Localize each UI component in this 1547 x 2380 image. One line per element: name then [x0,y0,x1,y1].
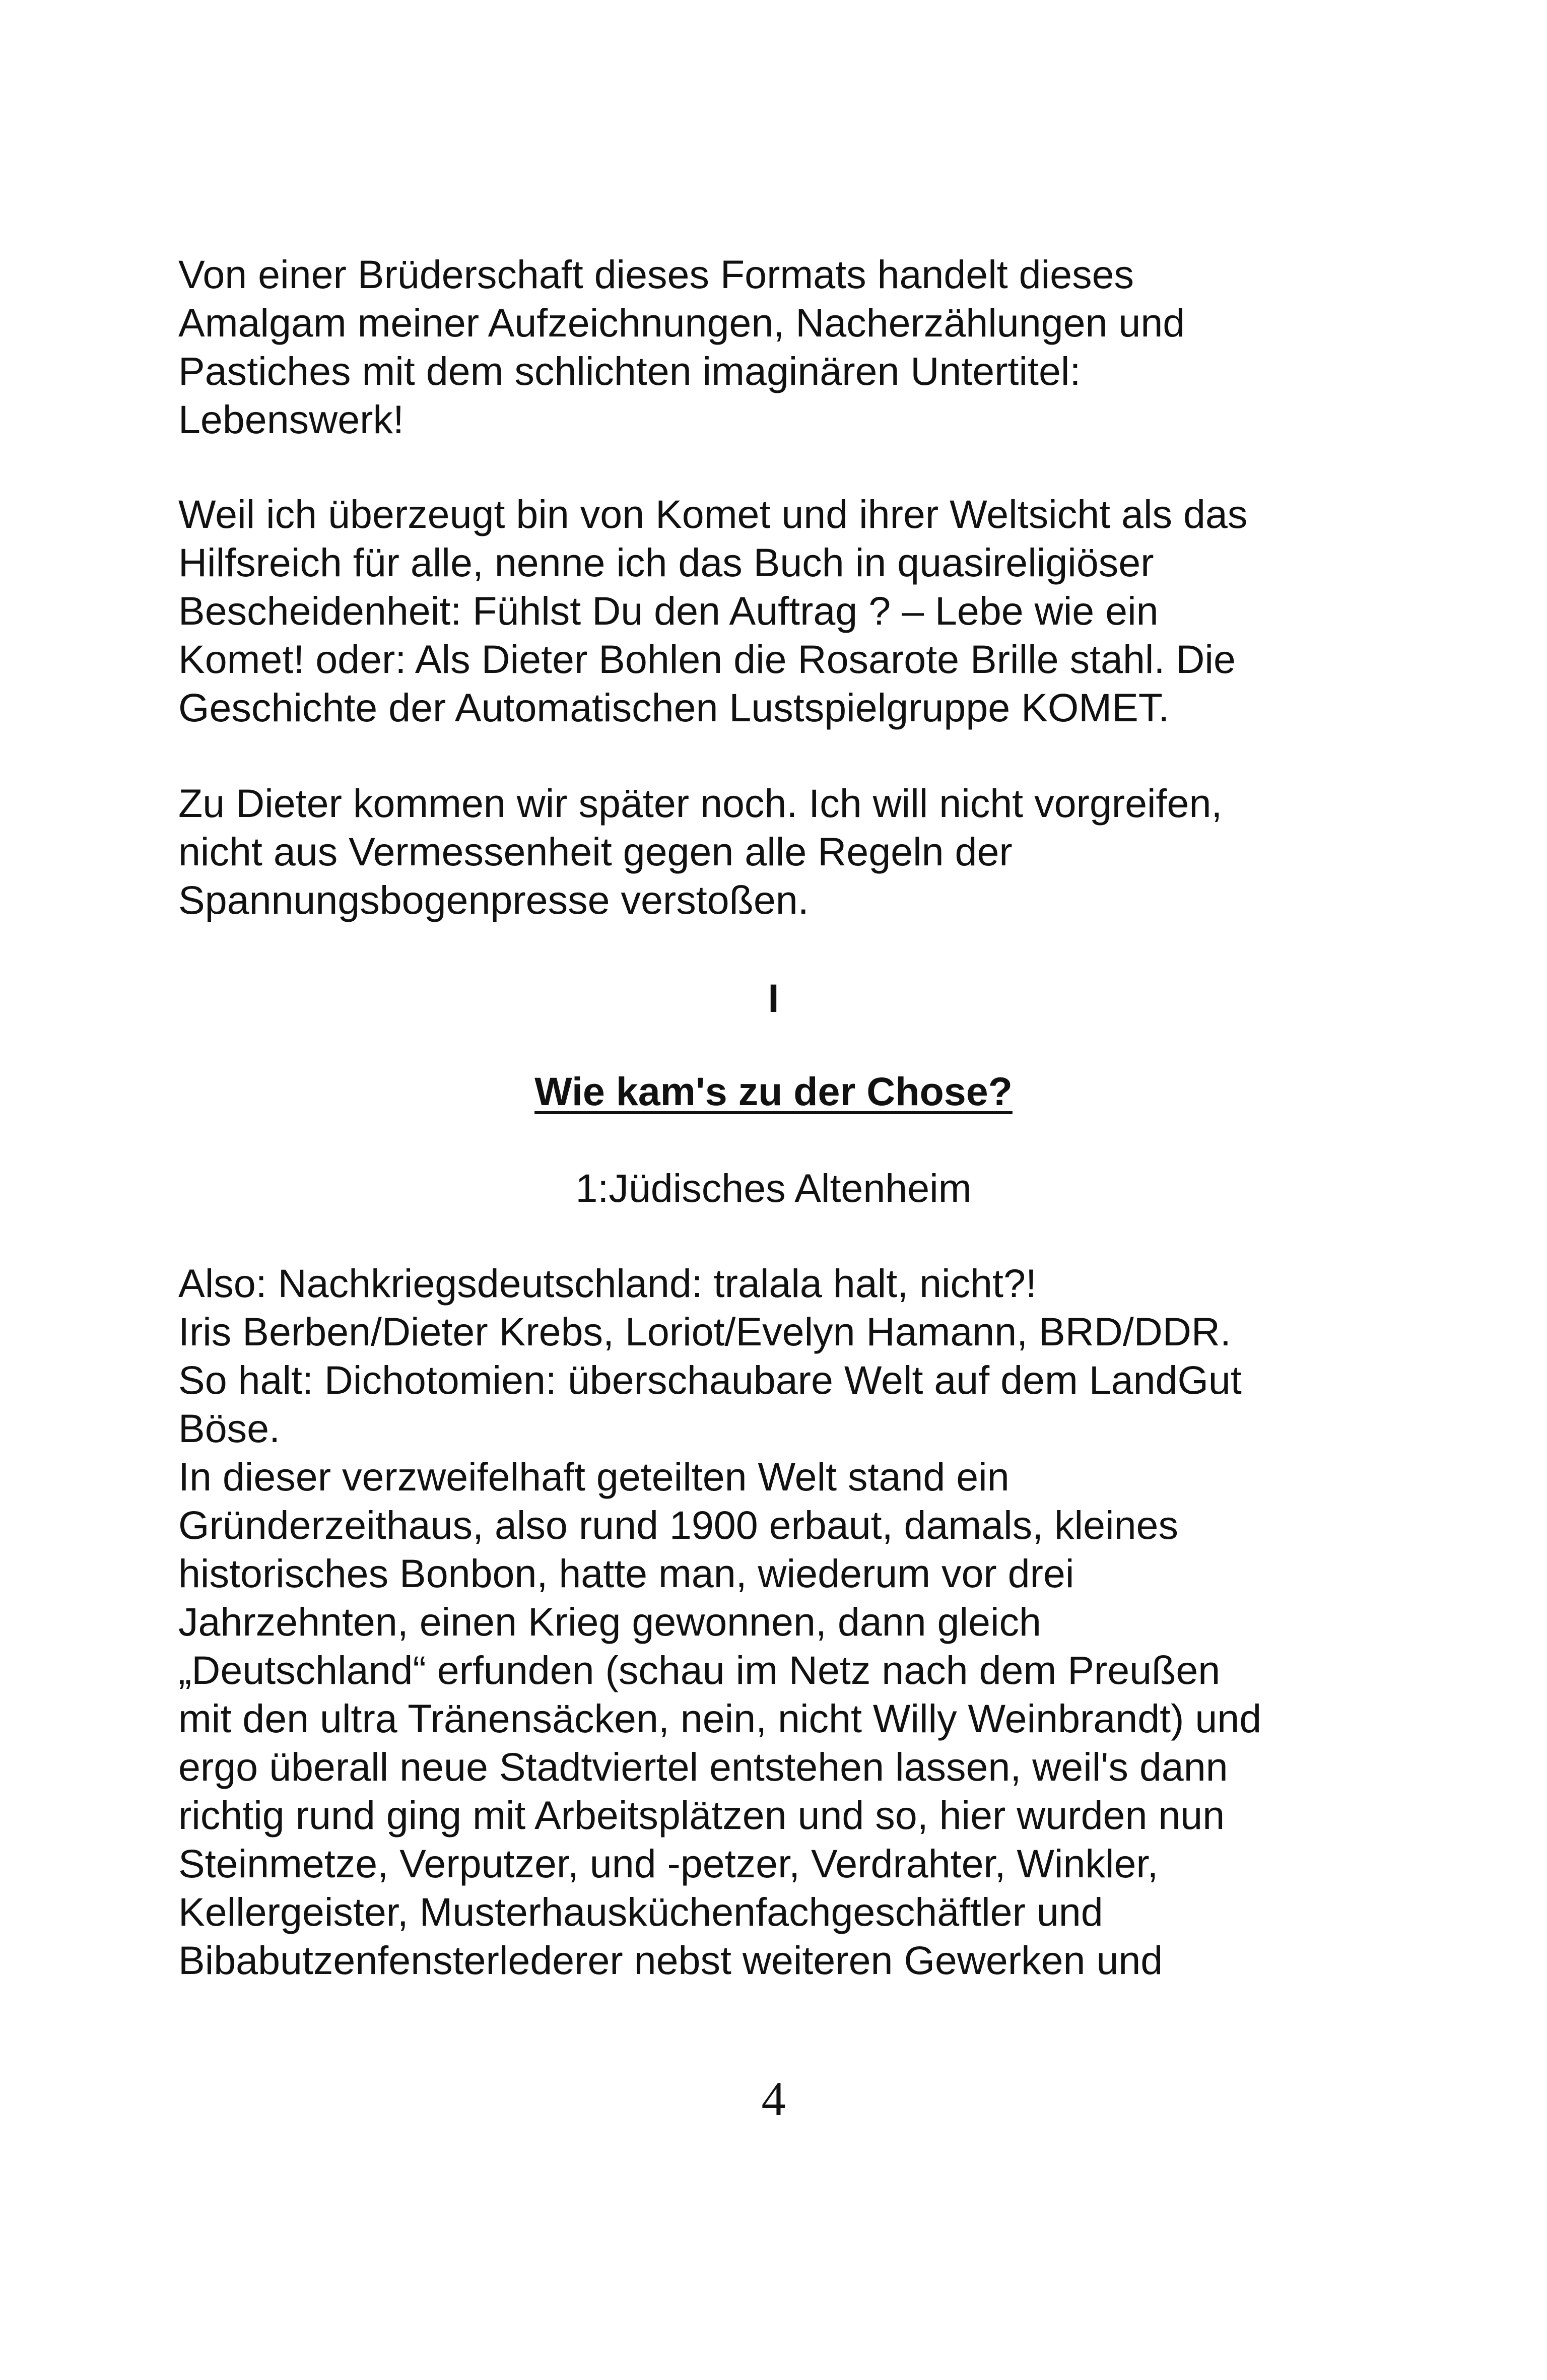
section-subtitle: 1:Jüdisches Altenheim [575,1166,972,1210]
text-line: Geschichte der Automatischen Lustspielgruppe KOMET. [178,685,1170,730]
text-line: mit den ultra Tränensäcken, nein, nicht Willy Weinbrandt) und [178,1696,1262,1741]
text-line: Amalgam meiner Aufzeichnungen, Nacherzählungen und [178,300,1185,345]
text-line: Weil ich überzeugt bin von Komet und ihrer Weltsicht als das [178,492,1248,536]
paragraph-title-explanation [178,490,1357,732]
text-line: Gründerzeithaus, also rund 1900 erbaut, damals, kleines [178,1503,1178,1547]
text-line: Böse. [178,1406,281,1451]
text-line: Also: Nachkriegsdeutschland: tralala halt, nicht?! [178,1261,1037,1306]
text-line: Zu Dieter kommen wir später noch. Ich will nicht vorgreifen, [178,781,1223,826]
text-line: nicht aus Vermessenheit gegen alle Regeln der [178,829,1013,874]
text-line: Pastiches mit dem schlichten imaginären Untertitel: [178,349,1081,393]
text-line: historisches Bonbon, hatte man, wiederum vor drei [178,1551,1074,1596]
text-line: Lebenswerk! [178,397,404,442]
page-number: 4 [761,2072,786,2126]
text-line: ergo überall neue Stadtviertel entstehen lassen, weil's dann [178,1744,1228,1789]
chapter-title-text: Wie kam's zu der Chose? [534,1069,1013,1114]
text-line: Komet! oder: Als Dieter Bohlen die Rosarote Brille stahl. Die [178,637,1236,682]
text-line: „Deutschland“ erfunden (schau im Netz nach dem Preußen [178,1648,1221,1692]
text-line: Spannungsbogenpresse verstoßen. [178,877,809,922]
text-line: So halt: Dichotomien: überschaubare Welt auf dem LandGut [178,1357,1242,1402]
text-line: In dieser verzweifelhaft geteilten Welt stand ein [178,1454,1010,1499]
text-line: richtig rund ging mit Arbeitsplätzen und so, hier wurden nun [178,1793,1225,1838]
chapter-title [0,1067,1547,1116]
chapter-numeral: I [768,976,779,1021]
text-line: Bescheidenheit: Fühlst Du den Auftrag ? – Lebe wie ein [178,588,1159,633]
text-line: Jahrzehnten, einen Krieg gewonnen, dann gleich [178,1599,1041,1644]
paragraph-dieter-note [178,779,1357,924]
text-line: Von einer Brüderschaft dieses Formats handelt dieses [178,252,1134,297]
text-line: Bibabutzenfensterlederer nebst weiteren Gewerken und [178,1938,1163,1983]
text-line: Iris Berben/Dieter Krebs, Loriot/Evelyn Hamann, BRD/DDR. [178,1309,1231,1354]
text-line: Steinmetze, Verputzer, und -petzer, Verdrahter, Winkler, [178,1841,1159,1886]
paragraph-body [178,1259,1357,1985]
text-line: Kellergeister, Musterhausküchenfachgeschäftler und [178,1889,1103,1934]
text-line: Hilfsreich für alle, nenne ich das Buch in quasireligiöser [178,540,1154,585]
paragraph-intro [178,250,1357,444]
